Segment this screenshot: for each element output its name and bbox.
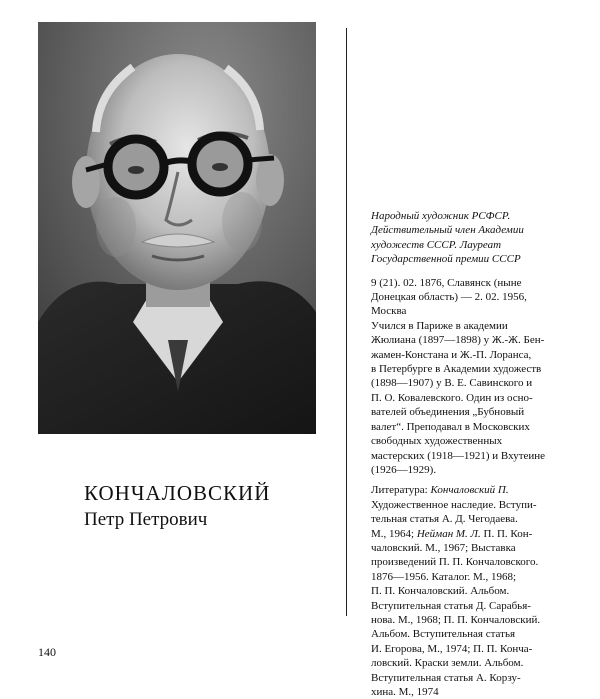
title-line: художеств СССР. Лауреат (371, 238, 502, 251)
literature-line: чаловский. М., 1967; Выставка (371, 541, 516, 554)
biography-line: вателей объединения „Бубновый (371, 406, 525, 419)
biography-line: жамен-Констана и Ж.-П. Лоранса, (371, 348, 532, 361)
page-number: 140 (38, 645, 56, 659)
literature-line: Альбом. Вступительная статья (371, 628, 516, 641)
literature-label: Литература: (371, 484, 428, 497)
literature-line: Вступительная статья А. Корзу- (371, 671, 521, 684)
literature-line (371, 483, 571, 497)
title-line: Государственной премии СССР (371, 253, 521, 266)
literature-line (371, 527, 571, 541)
literature-line: 1876—1956. Каталог. М., 1968; (371, 570, 517, 583)
biography-line: валет“. Преподавал в Московских (371, 420, 530, 433)
artist-given-names: Петр Петрович (84, 509, 208, 530)
literature-line: произведений П. П. Кончаловского. (371, 556, 539, 569)
portrait-photo-man-with-round-glasses-icon (38, 22, 316, 434)
column-divider (346, 28, 347, 616)
honorary-titles (371, 209, 571, 267)
literature-line: П. П. Кончаловский. Альбом. (371, 585, 510, 598)
biography-line: Учился в Париже в академии (371, 319, 508, 332)
literature-line: тельная статья А. Д. Чегодаева. (371, 513, 518, 526)
biography-line: (1898—1907) у В. Е. Савинского и (371, 377, 533, 390)
portrait-photo (38, 22, 316, 434)
title-line: Народный художник РСФСР. (371, 210, 511, 222)
literature-line: нова. М., 1968; П. П. Кончаловский. (371, 613, 541, 626)
biography-line: Жюлиана (1897—1898) у Ж.-Ж. Бен- (371, 334, 545, 347)
artist-name-block (84, 480, 270, 532)
literature-text: М., 1964; (371, 527, 415, 540)
literature-author: Нейман М. Л. (416, 527, 481, 540)
biography-line: мастерских (1918—1921) и Вхутеине (371, 449, 546, 462)
dates-line: Москва (371, 305, 407, 318)
dates-line: Донецкая область) — 2. 02. 1956, (371, 291, 527, 304)
literature-line: ловский. Краски земли. Альбом. (371, 657, 524, 670)
literature-section (371, 483, 571, 699)
literature-line: И. Егорова, М., 1974; П. П. Конча- (371, 642, 533, 655)
title-line: Действительный член Академии (371, 224, 524, 237)
biography-line: свободных художественных (371, 435, 503, 448)
artist-surname: КОНЧАЛОВСКИЙ (84, 481, 271, 505)
literature-line: Вступительная статья Д. Сарабья- (371, 599, 531, 612)
literature-line: хина. М., 1974 (371, 686, 439, 698)
life-dates (371, 276, 571, 319)
literature-line: Художественное наследие. Вступи- (371, 498, 537, 511)
literature-text: П. П. Кон- (480, 527, 533, 540)
biography-line: в Петербурге в Академии художеств (371, 363, 542, 376)
biography-column (371, 209, 571, 699)
biography-text (371, 319, 571, 477)
literature-author: Кончаловский П. (430, 484, 509, 497)
biography-line: П. О. Ковалевского. Один из осно- (371, 391, 533, 404)
dates-line: 9 (21). 02. 1876, Славянск (ныне (371, 276, 522, 289)
biography-line: (1926—1929). (371, 463, 437, 476)
